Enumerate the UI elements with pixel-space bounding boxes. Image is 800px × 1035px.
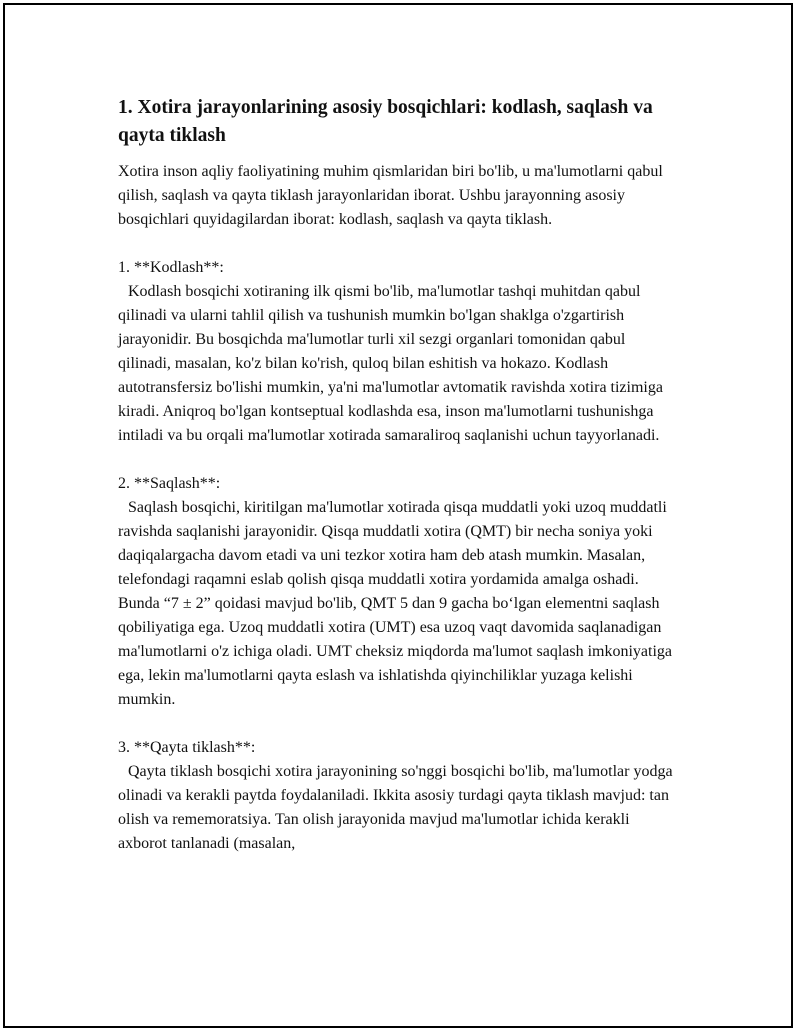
section-heading-qayta-tiklash: 3. **Qayta tiklash**: <box>118 739 256 756</box>
section-body-saqlash: Saqlash bosqichi, kiritilgan ma'lumotlar xotirada qisqa muddatli yoki uzoq muddatli ravishda saqlanishi jarayonidir. Qisqa muddatli xotira (QMT) bir necha soniya yoki daqiqalargacha davom etadi va uni tezkor xotira ham deb atash mumkin. Masalan, telefondagi raqamni eslab qolish qisqa muddatli xotira yordamida amalga oshadi. Bunda “7 ± 2” qoidasi mavjud bo'lib, QMT 5 dan 9 gacha bo‘lgan elementni saqlash qobiliyatiga ega. Uzoq muddatli xotira (UMT) esa uzoq vaqt davomida saqlanadigan ma'lumotlarni o'z ichiga oladi. UMT cheksiz miqdorda ma'lumot saqlash imkoniyatiga ega, lekin ma'lumotlarni qayta eslash va ishlatishda qiyinchiliklar yuzaga kelishi mumkin. <box>118 499 673 708</box>
section-body-kodlash: Kodlash bosqichi xotiraning ilk qismi bo'lib, ma'lumotlar tashqi muhitdan qabul qilinadi va ularni tahlil qilish va tushunish mumkin bo'lgan shaklga o'zgartirish jarayonidir. Bu bosqichda ma'lumotlar turli xil sezgi organlari tomonidan qabul qilinadi, masalan, ko'z bilan ko'rish, quloq bilan eshitish va hokazo. Kodlash autotransfersiz bo'lishi mumkin, ya'ni ma'lumotlar avtomatik ravishda xotira tizimiga kiradi. Aniqroq bo'lgan kontseptual kodlashda esa, inson ma'lumotlarni tushunishga intiladi va bu orqali ma'lumotlar xotirada samaraliroq saqlanishi uchun tayyorlanadi. <box>118 283 663 444</box>
intro-paragraph: Xotira inson aqliy faoliyatining muhim qismlaridan biri bo'lib, u ma'lumotlarni qabul qilish, saqlash va qayta tiklash jarayonlaridan iborat. Ushbu jarayonning asosiy bosqichlari quyidagilardan iborat: kodlash, saqlash va qayta tiklash. <box>118 163 663 228</box>
section-saqlash <box>118 472 678 712</box>
section-qayta-tiklash <box>118 736 678 856</box>
section-kodlash <box>118 256 678 448</box>
document-title: 1. Xotira jarayonlarining asosiy bosqichlari: kodlash, saqlash va qayta tiklash <box>118 97 653 146</box>
section-body-qayta-tiklash: Qayta tiklash bosqichi xotira jarayonining so'nggi bosqichi bo'lib, ma'lumotlar yodga olinadi va kerakli paytda foydalaniladi. Ikkita asosiy turdagi qayta tiklash mavjud: tan olish va rememoratsiya. Tan olish jarayonida mavjud ma'lumotlar ichida kerakli axborot tanlanadi (masalan, <box>118 763 673 852</box>
section-heading-saqlash: 2. **Saqlash**: <box>118 475 221 492</box>
document-content <box>118 94 678 880</box>
section-heading-kodlash: 1. **Kodlash**: <box>118 259 224 276</box>
